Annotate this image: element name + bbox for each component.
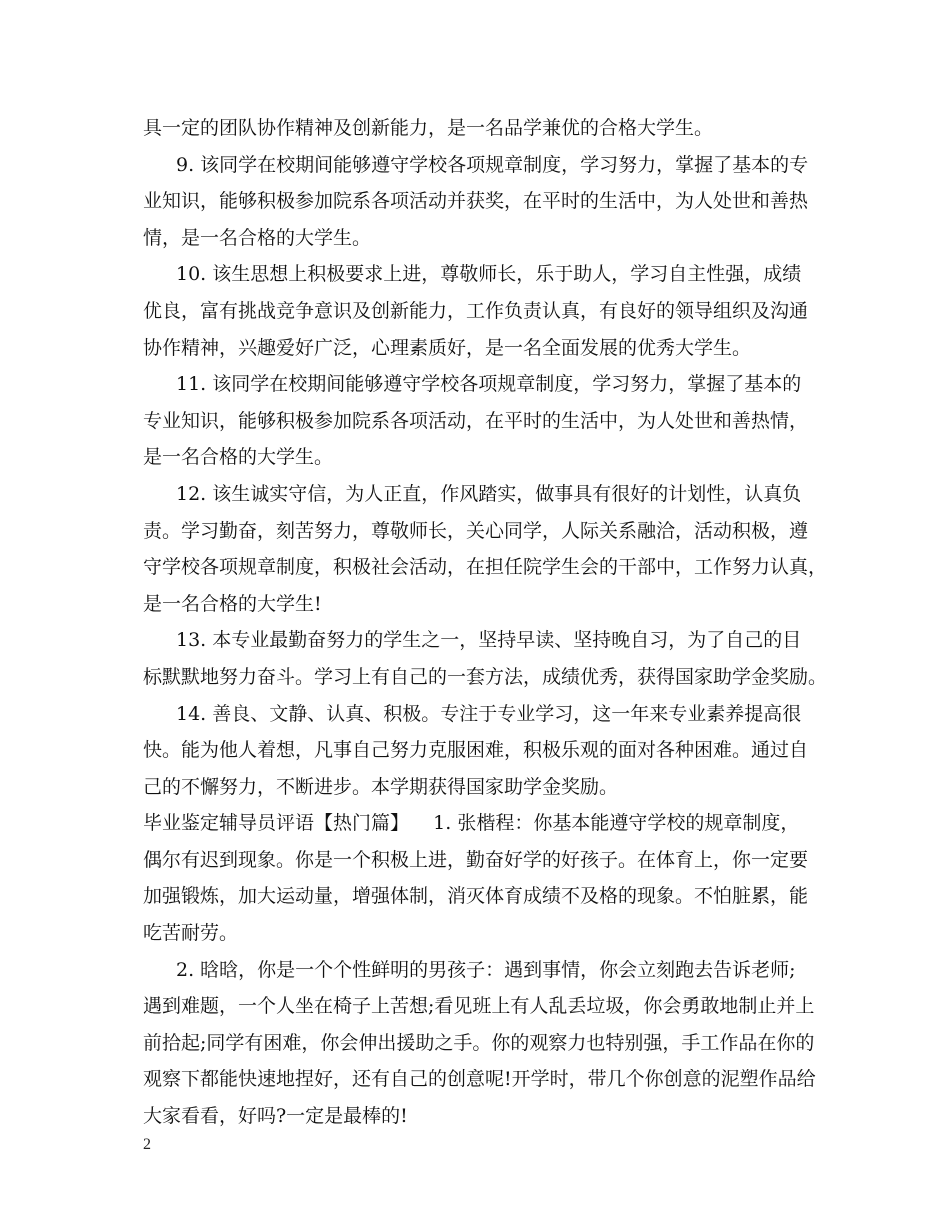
text-line: 14. 善良、文静、认真、积极。专注于专业学习，这一年来专业素养提高很 xyxy=(176,702,802,725)
text-line: 专业知识，能够积极参加院系各项活动，在平时的生活中，为人处世和善热情， xyxy=(143,409,809,432)
text-line: 10. 该生思想上积极要求上进，尊敬师长，乐于助人，学习自主性强，成绩 xyxy=(176,263,802,286)
text-line: 加强锻炼，加大运动量，增强体制，消灭体育成绩不及格的现象。不怕脏累，能 xyxy=(143,885,809,908)
text-line: 优良，富有挑战竞争意识及创新能力，工作负责认真，有良好的领导组织及沟通 xyxy=(143,299,809,322)
text-line: 11. 该同学在校期间能够遵守学校各项规章制度，学习努力，掌握了基本的 xyxy=(176,373,802,396)
text-line: 观察下都能快速地捏好，还有自己的创意呢!开学时，带几个你创意的泥塑作品给 xyxy=(143,1068,816,1091)
text-line: 协作精神，兴趣爱好广泛，心理素质好，是一名全面发展的优秀大学生。 xyxy=(143,336,752,359)
text-line: 12. 该生诚实守信，为人正直，作风踏实，做事具有很好的计划性，认真负 xyxy=(176,482,802,505)
section-heading-line: 毕业鉴定辅导员评语【热门篇】 1. 张楷程：你基本能遵守学校的规章制度， xyxy=(143,812,800,835)
text-line: 情，是一名合格的大学生。 xyxy=(143,226,372,249)
text-line: 标默默地努力奋斗。学习上有自己的一套方法，成绩优秀，获得国家助学金奖励。 xyxy=(143,665,828,688)
text-line: 9. 该同学在校期间能够遵守学校各项规章制度，学习努力，掌握了基本的专 xyxy=(176,153,809,176)
text-line: 己的不懈努力，不断进步。本学期获得国家助学金奖励。 xyxy=(143,775,619,798)
text-line: 业知识，能够积极参加院系各项活动并获奖，在平时的生活中，为人处世和善热 xyxy=(143,190,809,213)
text-line: 前拾起;同学有困难，你会伸出援助之手。你的观察力也特别强，手工作品在你的 xyxy=(143,1031,815,1054)
page-number: 2 xyxy=(143,1136,151,1153)
text-line: 具一定的团队协作精神及创新能力，是一名品学兼优的合格大学生。 xyxy=(143,117,714,139)
text-line: 吃苦耐劳。 xyxy=(143,922,239,945)
body-text xyxy=(143,110,828,1135)
text-line: 守学校各项规章制度，积极社会活动，在担任院学生会的干部中，工作努力认真， xyxy=(143,556,828,579)
text-line: 2. 晗晗，你是一个个性鲜明的男孩子：遇到事情，你会立刻跑去告诉老师; xyxy=(176,958,796,981)
text-line: 快。能为他人着想，凡事自己努力克服困难，积极乐观的面对各种困难。通过自 xyxy=(143,739,809,762)
text-line: 遇到难题，一个人坐在椅子上苦想;看见班上有人乱丢垃圾，你会勇敢地制止并上 xyxy=(143,995,815,1018)
text-line: 是一名合格的大学生。 xyxy=(143,446,334,469)
text-line: 13. 本专业最勤奋努力的学生之一，坚持早读、坚持晚自习，为了自己的目 xyxy=(176,629,802,652)
text-line: 是一名合格的大学生! xyxy=(143,592,322,615)
text-line: 大家看看，好吗?一定是最棒的! xyxy=(143,1105,408,1128)
text-line: 偶尔有迟到现象。你是一个积极上进，勤奋好学的好孩子。在体育上，你一定要 xyxy=(143,848,809,871)
text-line: 责。学习勤奋，刻苦努力，尊敬师长，关心同学，人际关系融洽，活动积极，遵 xyxy=(143,519,809,542)
